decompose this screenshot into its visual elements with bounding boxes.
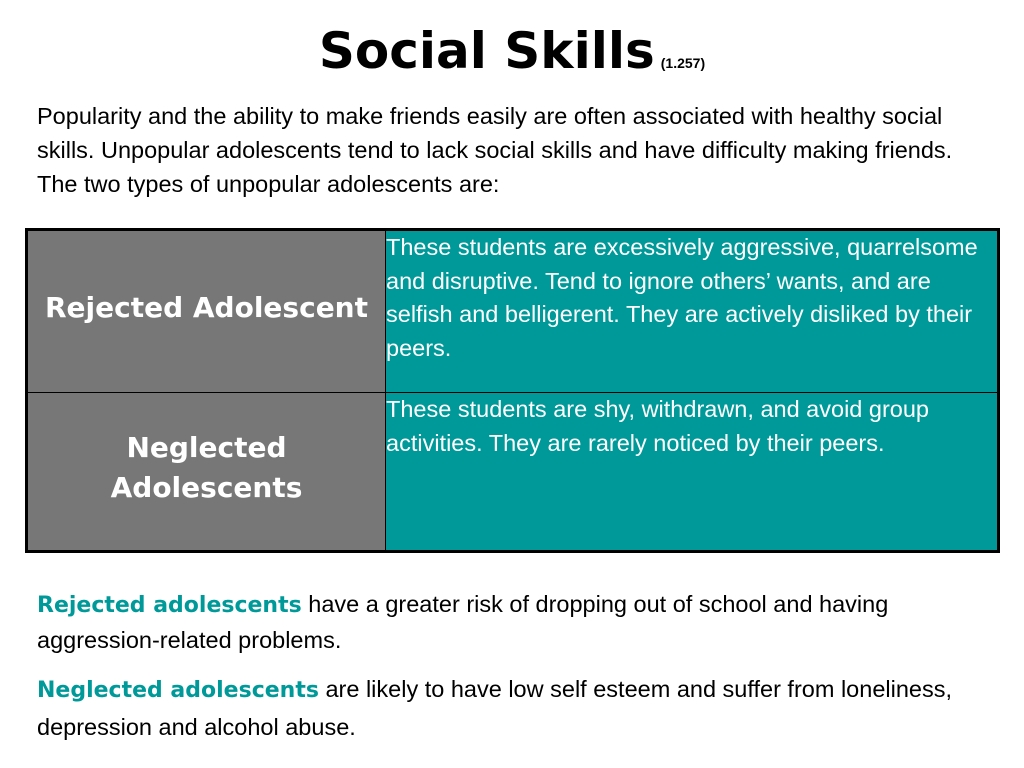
intro-paragraph: Popularity and the ability to make friends easily are often associated with healthy social skills. Unpopular adolescents tend to lack social skills and have difficulty making friends. The two types of unpopular adolescents are: — [37, 103, 953, 197]
type-label-cell — [27, 393, 386, 552]
type-label-neglected: Neglected Adolescents — [110, 430, 303, 504]
table-row-rejected — [27, 230, 999, 393]
note-rejected — [37, 587, 997, 657]
note-term-neglected: Neglected adolescents — [37, 678, 319, 703]
type-label-rejected: Rejected Adolescent — [44, 290, 368, 324]
note-neglected — [37, 671, 997, 745]
table-row-neglected — [27, 393, 999, 552]
type-description-rejected: These students are excessively aggressive, quarrelsome and disruptive. Tend to ignore others’ wants, and are selfish and belligerent. They are actively disliked by their peers. — [386, 230, 999, 393]
title-main: Social Skills — [318, 22, 655, 80]
type-label-cell — [27, 230, 386, 393]
slide-title — [0, 22, 1024, 80]
note-text-neglected: are likely to have low self esteem and suffer from loneliness, depression and alcohol abuse. — [37, 676, 953, 740]
note-text-rejected: have a greater risk of dropping out of school and having aggression-related problems. — [37, 591, 889, 653]
title-reference: (1.257) — [660, 55, 706, 71]
adolescent-types-table — [25, 228, 1000, 553]
type-description-neglected: These students are shy, withdrawn, and avoid group activities. They are rarely noticed by their peers. — [386, 393, 999, 552]
note-term-rejected: Rejected adolescents — [37, 593, 302, 618]
